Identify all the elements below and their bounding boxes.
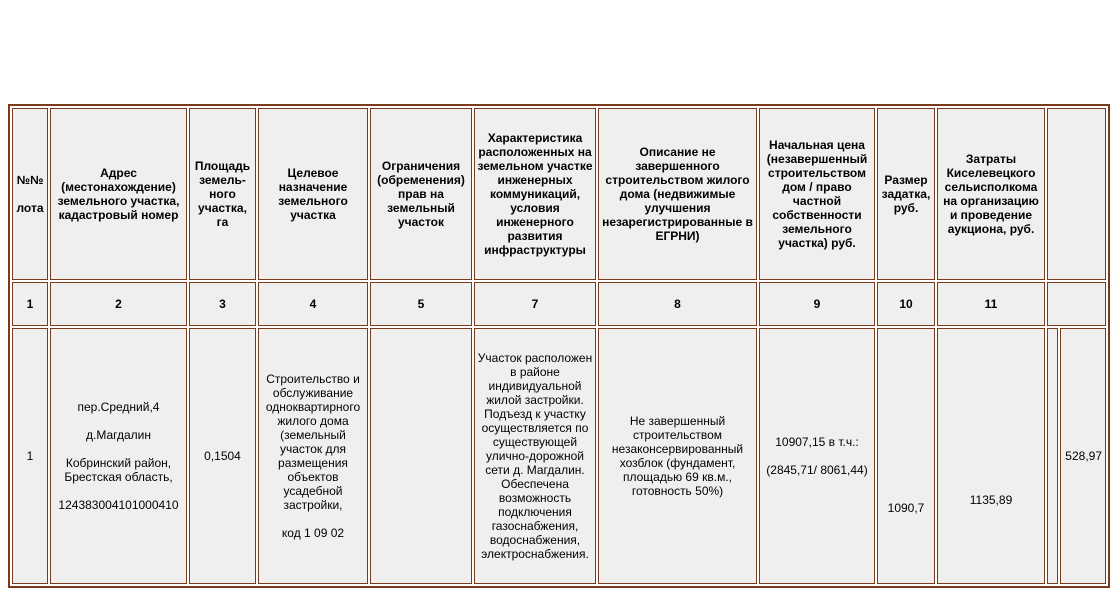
auction-lots-table	[8, 104, 1110, 588]
column-number: 3	[189, 282, 256, 326]
header-start-price: Начальная цена (незавершенный строительством дом / право частной собственности земельного участка) руб.	[759, 108, 875, 280]
lot-restrictions	[370, 328, 472, 584]
cadastral-number: 124383004101000410	[58, 498, 179, 512]
header-costs: Затраты Киселевецкого сельисполкома на организацию и проведение аукциона, руб.	[937, 108, 1045, 280]
lot-costs: 1135,89	[937, 328, 1045, 584]
lot-row	[12, 328, 1106, 584]
header-restrictions: Ограничения (обременения) прав на земельный участок	[370, 108, 472, 280]
price-total: 10907,15 в т.ч.:	[775, 435, 859, 449]
address-region: Кобринский район, Брестская область,	[64, 456, 173, 484]
column-number: 4	[258, 282, 368, 326]
header-row	[12, 108, 1106, 280]
lot-extra-value: 528,97	[1060, 328, 1106, 584]
column-number: 8	[598, 282, 757, 326]
address-village: д.Магдалин	[86, 428, 151, 442]
price-breakdown: (2845,71/ 8061,44)	[766, 463, 868, 477]
column-number: 5	[370, 282, 472, 326]
column-number: 11	[937, 282, 1045, 326]
lot-area: 0,1504	[189, 328, 256, 584]
purpose-code: код 1 09 02	[281, 526, 345, 540]
header-deposit: Размер задатка, руб.	[877, 108, 935, 280]
column-number-empty	[1047, 282, 1106, 326]
empty-subcell	[1047, 328, 1058, 584]
column-number: 10	[877, 282, 935, 326]
header-lot-no: №№ лота	[12, 108, 48, 280]
header-area: Площадь земель-ного участка, га	[189, 108, 256, 280]
header-extra	[1047, 108, 1106, 280]
column-number-row	[12, 282, 1106, 326]
lot-number: 1	[12, 328, 48, 584]
header-infrastructure: Характеристика расположенных на земельном участке инженерных коммуникаций, условия инженерного развития инфраструктуры	[474, 108, 596, 280]
lot-start-price	[759, 328, 875, 584]
lot-infrastructure: Участок расположен в районе индивидуальной жилой застройки. Подъезд к участку осуществляется по существующей улично-дорожной сети д. Магдалин. Обеспечена возможность подключения газоснабжения, водоснабжения, электроснабжения.	[474, 328, 596, 584]
lot-purpose	[258, 328, 368, 584]
header-unfinished-construction: Описание не завершенного строительством жилого дома (недвижимые улучшения незарегистрированные в ЕГРНИ)	[598, 108, 757, 280]
purpose-text: Строительство и обслуживание одноквартирного жилого дома (земельный участок для размещения объектов усадебной застройки,	[265, 372, 361, 512]
lot-deposit: 1090,7	[877, 328, 935, 584]
address-street: пер.Средний,4	[77, 400, 160, 414]
lot-address	[50, 328, 187, 584]
column-number: 1	[12, 282, 48, 326]
lot-extra-cell	[1047, 328, 1106, 584]
column-number: 9	[759, 282, 875, 326]
lot-unfinished-construction: Не завершенный строительством незаконсервированный хозблок (фундамент, площадью 69 кв.м., готовность 50%)	[598, 328, 757, 584]
column-number: 7	[474, 282, 596, 326]
header-purpose: Целевое назначение земельного участка	[258, 108, 368, 280]
column-number: 2	[50, 282, 187, 326]
header-address: Адрес (местонахождение) земельного участка, кадастровый номер	[50, 108, 187, 280]
